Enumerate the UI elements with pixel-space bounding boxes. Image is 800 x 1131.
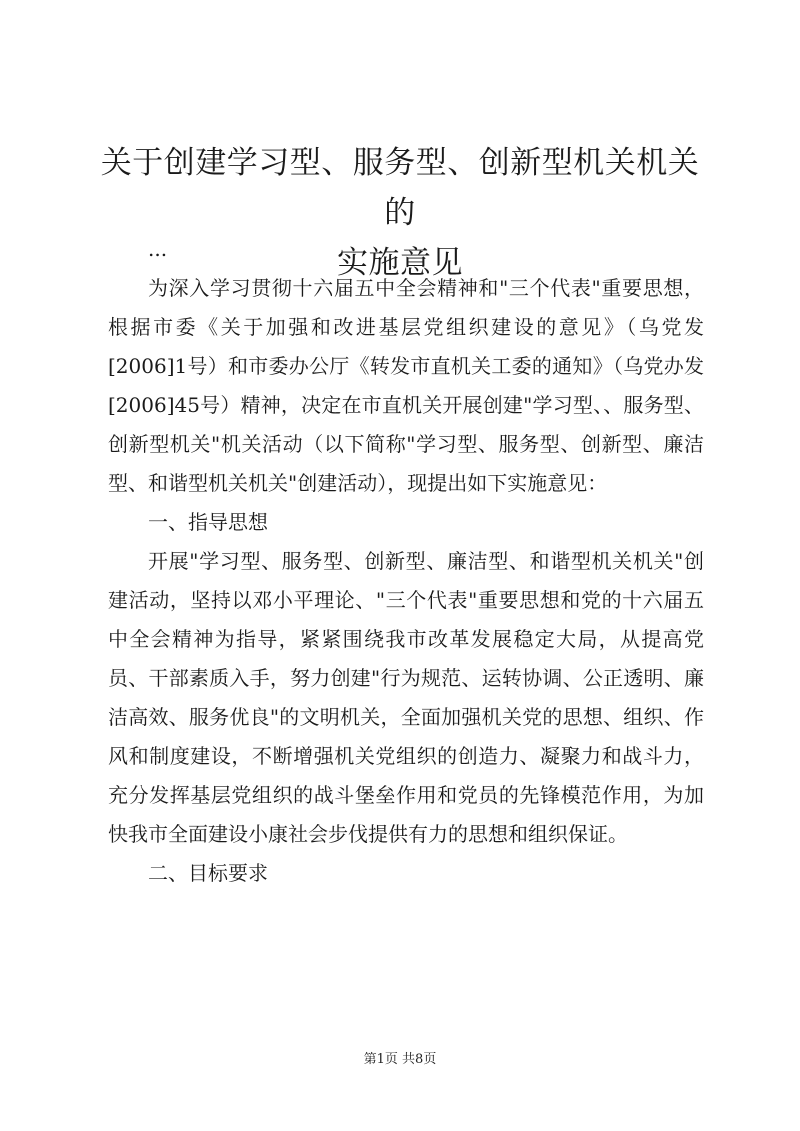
page-footer: 第1页 共8页 bbox=[363, 1052, 437, 1067]
guiding-thought-paragraph: 开展"学习型、服务型、创新型、廉洁型、和谐型机关机关"创建活动，坚持以邓小平理论、"三个代表"重要思想和党的十六届五中全会精神为指导，紧紧围绕我市改革发展稳定大局，从提高党员、干部素质入手，努力创建"行为规范、运转协调、公正透明、廉洁高效、服务优良"的文明机关，全面加强机关党的思想、组织、作风和制度建设，不断增强机关党组织的创造力、凝聚力和战斗力，充分发挥基层党组织的战斗堡垒作用和党员的先锋模范作用，为加快我市全面建设小康社会步伐提供有力的思想和组织保证。 bbox=[108, 549, 704, 846]
section-heading-goals: 二、目标要求 bbox=[148, 861, 268, 885]
intro-paragraph: 为深入学习贯彻十六届五中全会精神和"三个代表"重要思想，根据市委《关于加强和改进基层党组织建设的意见》（乌党发[2006]1号）和市委办公厅《转发市直机关工委的通知》（乌党办发[2006]45号）精神，决定在市直机关开展创建"学习型、、服务型、创新型机关"机关活动（以下简称"学习型、服务型、创新型、廉洁型、和谐型机关机关"创建活动），现提出如下实施意见： bbox=[108, 276, 704, 495]
title-line-2: 实施意见 bbox=[337, 245, 463, 281]
document-body bbox=[108, 230, 704, 893]
title-line-1: 关于创建学习型、服务型、创新型机关机关的 bbox=[100, 145, 700, 231]
section-heading-guiding-thought: 一、指导思想 bbox=[148, 510, 268, 534]
ellipsis-line: ... bbox=[148, 237, 168, 261]
